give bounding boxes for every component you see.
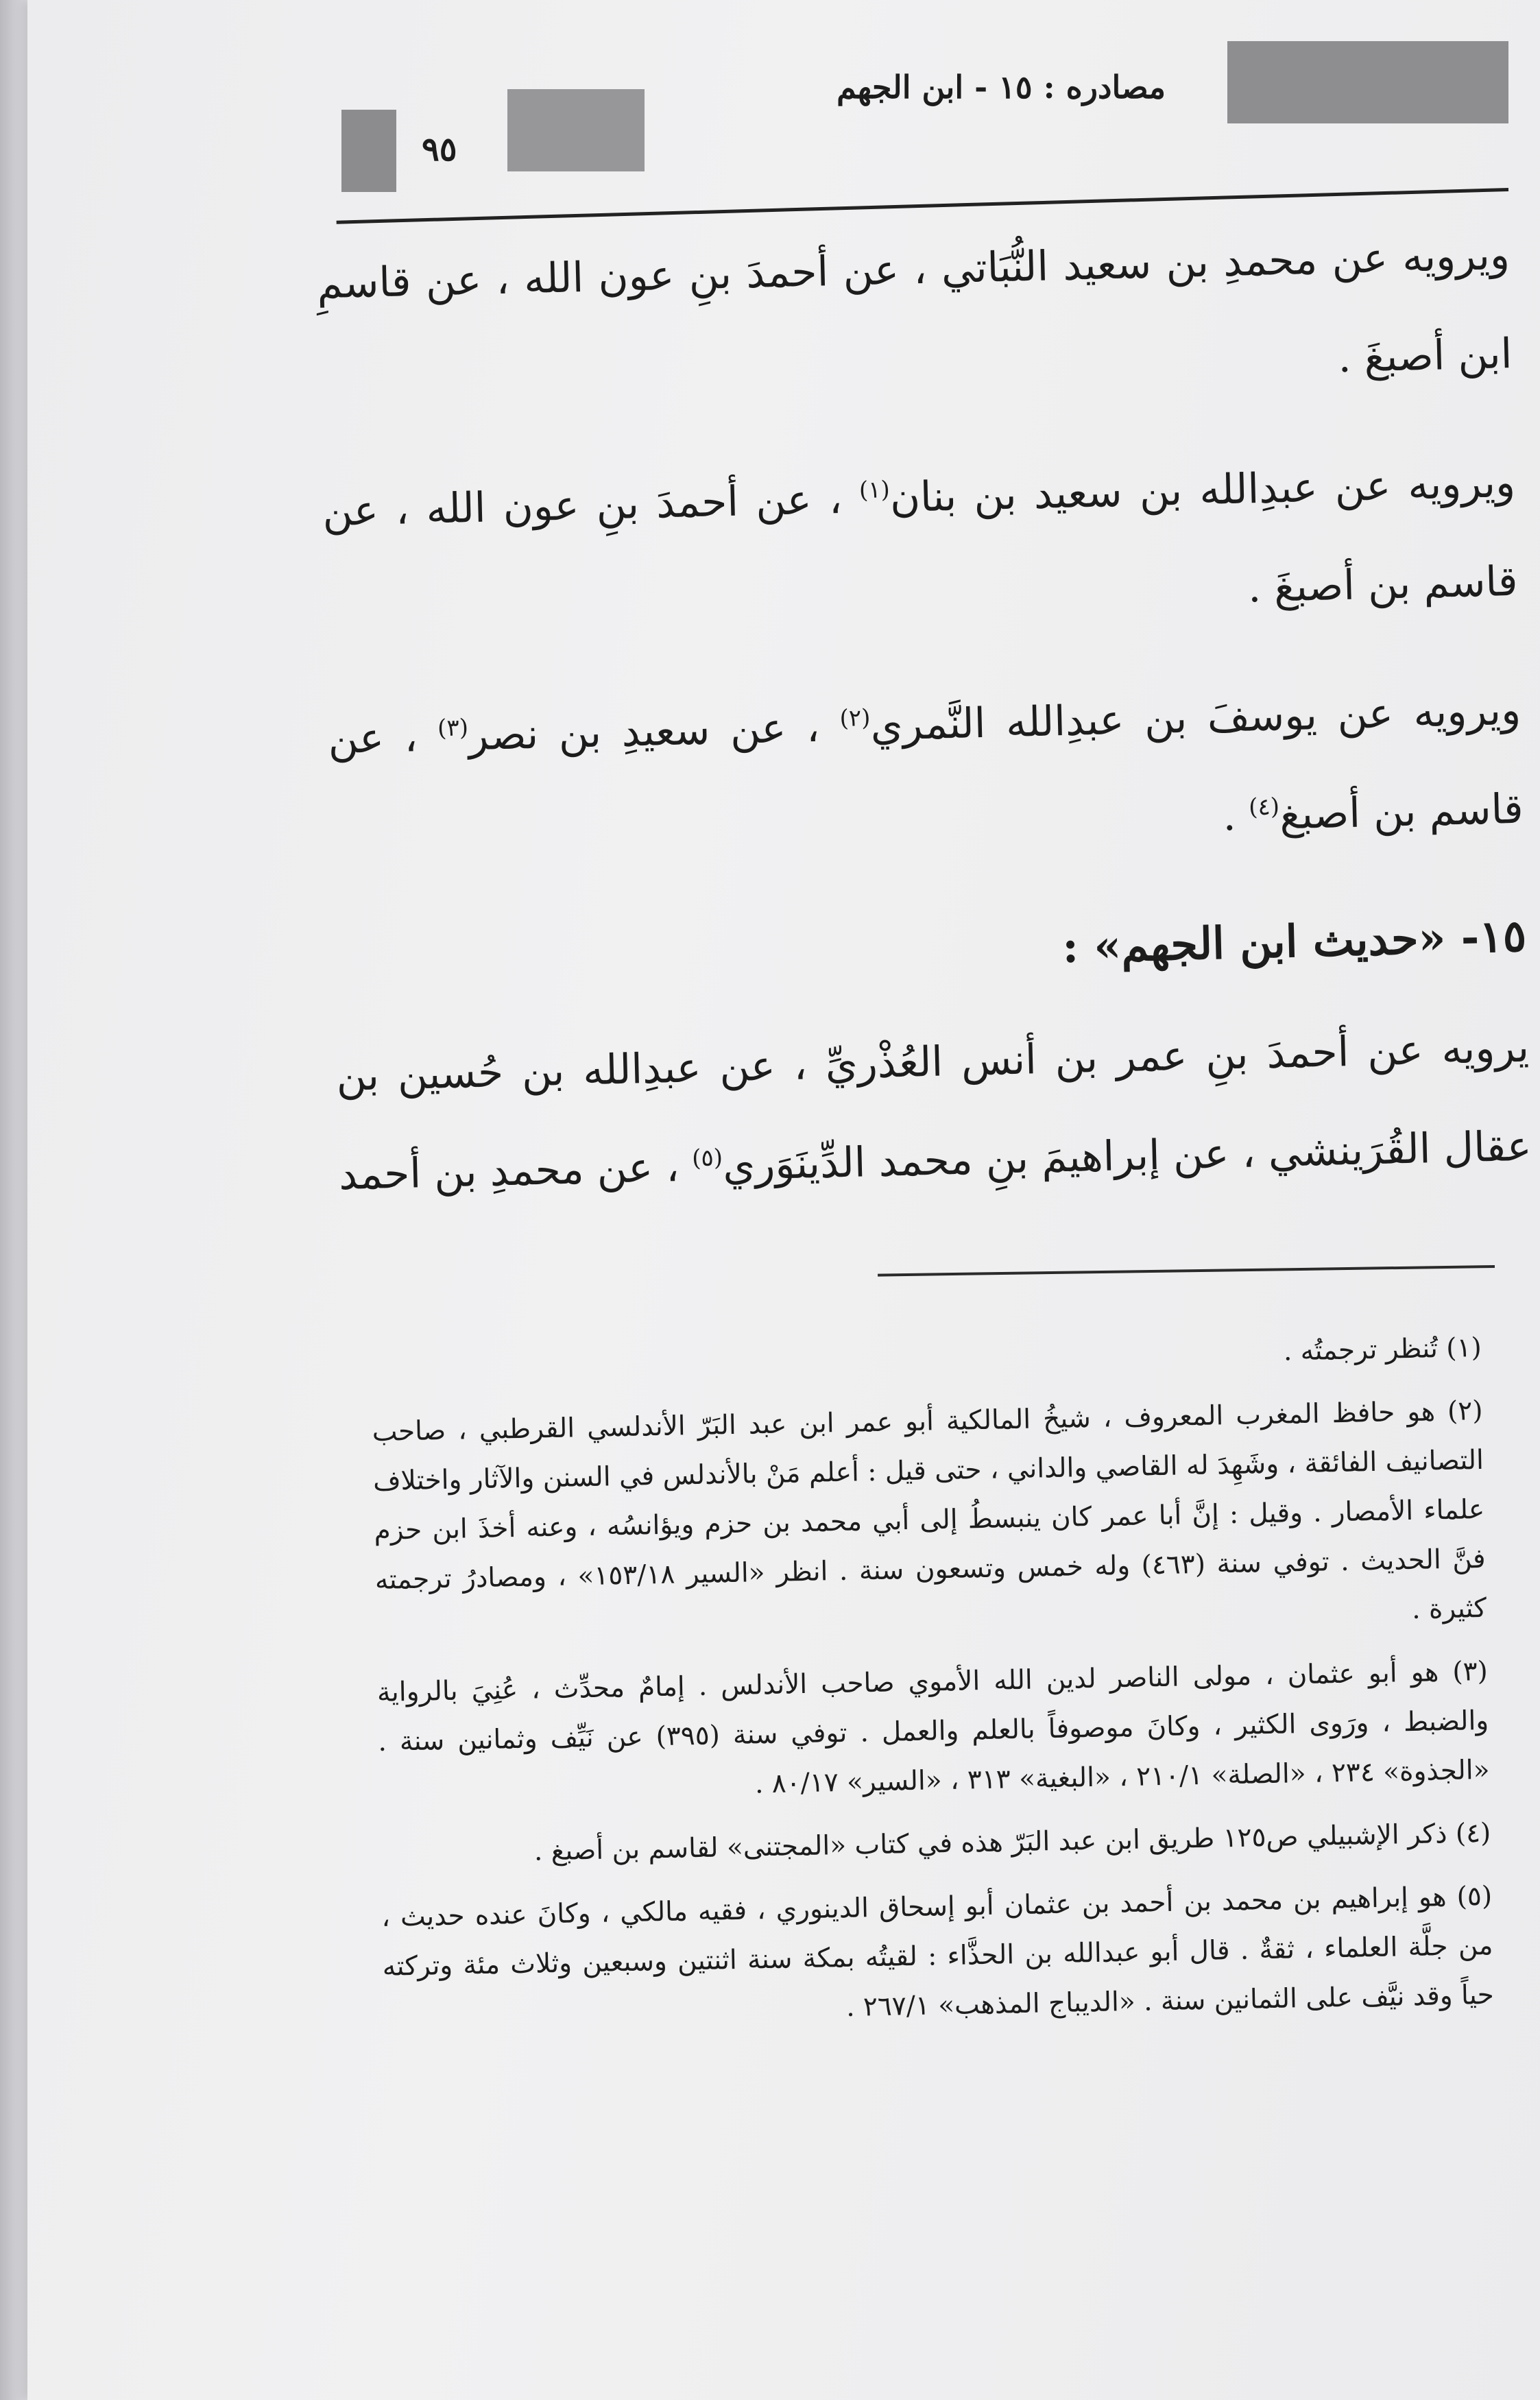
footnote-ref-1: (١) xyxy=(858,476,891,505)
paragraph-2-text-b: ، عن أحمدَ بنِ عون الله ، عن قاسم بن أصبغَ . xyxy=(322,475,1519,612)
footnote-ref-4: (٤) xyxy=(1248,793,1280,821)
footnote-separator xyxy=(878,1265,1495,1277)
footnote-3: (٣) هو أبو عثمان ، مولى الناصر لدين الله الأموي صاحب الأندلس . إمامٌ محدِّث ، عُنِيَ بالرواية والضبط ، ورَوى الكثير ، وكانَ موصوفاً بالعلم والعمل . توفي سنة (٣٩٥) عن نَيِّف وثمانين سنة . «الجذوة» ٢٣٤ ، «الصلة» ٢١٠/١ ، «البغية» ٣١٣ ، «السير» ٨٠/١٧ . xyxy=(376,1655,1490,1800)
footnote-ref-2: (٢) xyxy=(839,704,871,733)
section-paragraph xyxy=(335,998,1533,1225)
section-paragraph-text-b: ، عن محمدِ بن أحمد xyxy=(338,1142,693,1200)
paragraph-2-text-a: ويرويه عن عبدِالله بن سعيد بن بنان xyxy=(889,458,1516,523)
footnotes xyxy=(370,1323,1495,2055)
header-shade-block-left xyxy=(341,110,396,192)
running-title: مصادره : ١٥ - ابن الجهم xyxy=(837,69,1166,106)
paragraph-3-text-d: . xyxy=(1222,791,1250,841)
paragraph-2 xyxy=(322,433,1519,660)
section-heading: ١٥- «حديث ابن الجهم» : xyxy=(1061,910,1527,974)
footnote-ref-3: (٣) xyxy=(437,714,469,743)
header-shade-block-right xyxy=(1227,41,1508,123)
page-number: ٩٥ xyxy=(422,130,457,169)
paragraph-1 xyxy=(316,206,1514,432)
book-page xyxy=(27,0,1540,2400)
paragraph-3 xyxy=(327,661,1525,887)
paragraph-3-text-b: ، عن سعيدِ بن نصر xyxy=(468,703,841,760)
footnote-ref-5: (٥) xyxy=(691,1144,723,1173)
paragraph-1-text: ويرويه عن محمدِ بن سعيد النُّبَاتي ، عن أحمدَ بنِ عون الله ، عن قاسمِ ابن أصبغَ . xyxy=(316,230,1513,383)
footnote-1: (١) تُنظر ترجمتُه . xyxy=(1283,1332,1482,1367)
footnote-5: (٥) هو إبراهيم بن محمد بن أحمد بن عثمان أبو إسحاق الدينوري ، فقيه مالكي ، وكانَ عنده حديث ، من جلَّة العلماء ، ثقةٌ . قال أبو عبدالله بن الحذَّاء : لقيتُه بمكة سنة اثنتين وسبعين وثلاث مئة وتركته حياً وقد نيَّف على الثمانين سنة . «الديباج المذهب» ٢٦٧/١ . xyxy=(381,1880,1495,2023)
page-edge-shadow xyxy=(0,0,27,2400)
page-header xyxy=(309,41,1508,206)
main-text xyxy=(316,206,1534,1255)
footnote-2: (٢) هو حافظ المغرب المعروف ، شيخُ المالكية أبو عمر ابن عبد البَرّ الأندلسي القرطبي ، صاحب التصانيف الفائقة ، وشَهِدَ له القاصي والداني ، حتى قيل : أعلم مَنْ بالأندلس في السنن والآثار واختلاف علماء الأمصار . وقيل : إنَّ أبا عمر كان ينبسطُ إلى أبي محمد بن حزم ويؤانسُه ، وعنه أخذَ ابن حزم فنَّ الحديث . توفي سنة (٤٦٣) وله خمس وتسعون سنة . انظر «السير ١٥٣/١٨» ، ومصادرُ ترجمته كثيرة . xyxy=(372,1395,1487,1626)
header-shade-block-middle xyxy=(507,89,645,171)
paragraph-3-text-a: ويرويه عن يوسفَ بن عبدِالله النَّمري xyxy=(869,686,1521,750)
footnote-4: (٤) ذكر الإشبيلي ص١٢٥ طريق ابن عبد البَرّ هذه في كتاب «المجتنى» لقاسم بن أصبغ . xyxy=(533,1817,1491,1867)
section-paragraph-text-a: يرويه عن أحمدَ بنِ عمر بن أنس العُذْريِّ ، عن عبدِالله بن حُسين بن عقال القُرَينشي ، عن إبراهيمَ بنِ محمد الدِّينَوَري xyxy=(335,1023,1532,1190)
paragraph-3-text-c: ، عن قاسم بن أصبغ xyxy=(327,712,1524,839)
